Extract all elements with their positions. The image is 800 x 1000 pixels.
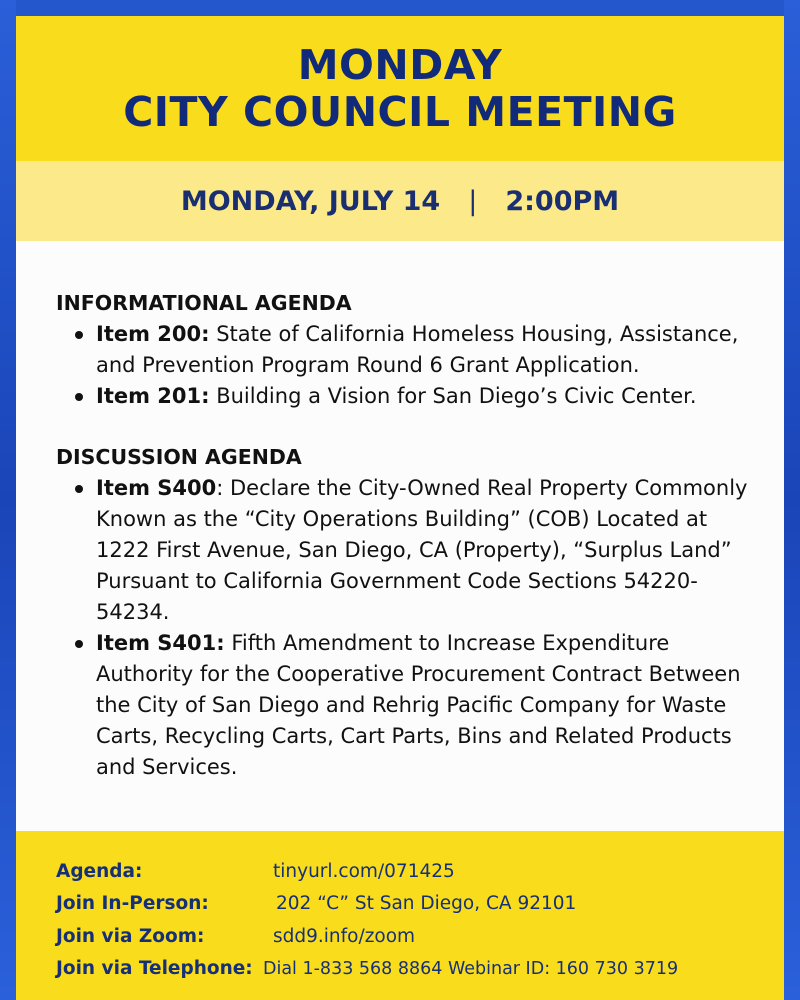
agenda-item-label: Item 200: xyxy=(96,322,210,346)
background-top-edge xyxy=(0,0,800,16)
agenda-item-200 xyxy=(56,319,766,381)
meeting-time: 2:00PM xyxy=(505,185,620,217)
discussion-agenda-list xyxy=(56,473,766,783)
background-right-edge xyxy=(784,0,800,1000)
date-time-banner xyxy=(16,161,784,241)
agenda-item-s401 xyxy=(56,628,766,783)
zoom-label: Join via Zoom: xyxy=(56,926,205,947)
agenda-item-text: State of California Homeless Housing, Assistance, and Prevention Program Round 6 Grant Application. xyxy=(96,322,739,377)
agenda-label: Agenda: xyxy=(56,861,143,882)
bullet-icon xyxy=(75,331,83,339)
bullet-icon xyxy=(75,393,83,401)
agenda-item-201 xyxy=(56,381,766,412)
informational-agenda-heading: INFORMATIONAL AGENDA xyxy=(56,291,352,315)
agenda-item-text: Fifth Amendment to Increase Expenditure Authority for the Cooperative Procurement Contract Between the City of San Diego and Rehrig Pacific Company for Waste Carts, Recycling Carts, Cart Parts, Bins and Related Products and Services. xyxy=(96,631,741,779)
background-left-edge xyxy=(0,0,16,1000)
title-line-1: MONDAY xyxy=(297,40,503,89)
agenda-item-s400 xyxy=(56,473,766,628)
agenda-item-label: Item S401: xyxy=(96,631,225,655)
in-person-label: Join In-Person: xyxy=(56,893,209,914)
bullet-icon xyxy=(75,640,83,648)
flyer-card xyxy=(16,16,784,1000)
agenda-item-text: : Declare the City-Owned Real Property Commonly Known as the “City Operations Building” (COB) Located at 1222 First Avenue, San Diego, CA (Property), “Surplus Land” Pursuant to California Government Code Sections 54220-54234. xyxy=(96,476,748,624)
telephone-details: Dial 1-833 568 8864 Webinar ID: 160 730 3719 xyxy=(263,959,679,979)
meeting-info-footer xyxy=(16,831,784,1000)
meeting-date: MONDAY, JULY 14 xyxy=(180,185,441,217)
agenda-item-label: Item S400 xyxy=(96,476,217,500)
agenda-item-text: Building a Vision for San Diego’s Civic Center. xyxy=(209,384,697,408)
discussion-agenda-heading: DISCUSSION AGENDA xyxy=(56,445,302,469)
section-spacer xyxy=(56,412,766,442)
zoom-link[interactable]: sdd9.info/zoom xyxy=(273,926,416,947)
title-line-2: CITY COUNCIL MEETING xyxy=(123,87,677,136)
agenda-content xyxy=(56,288,766,783)
bullet-icon xyxy=(75,485,83,493)
agenda-link[interactable]: tinyurl.com/071425 xyxy=(273,861,455,882)
in-person-address: 202 “C” St San Diego, CA 92101 xyxy=(276,893,577,914)
telephone-label: Join via Telephone: xyxy=(56,958,253,979)
date-time-separator: | xyxy=(468,185,478,217)
agenda-item-label: Item 201: xyxy=(96,384,210,408)
title-banner xyxy=(16,16,784,161)
informational-agenda-list xyxy=(56,319,766,412)
